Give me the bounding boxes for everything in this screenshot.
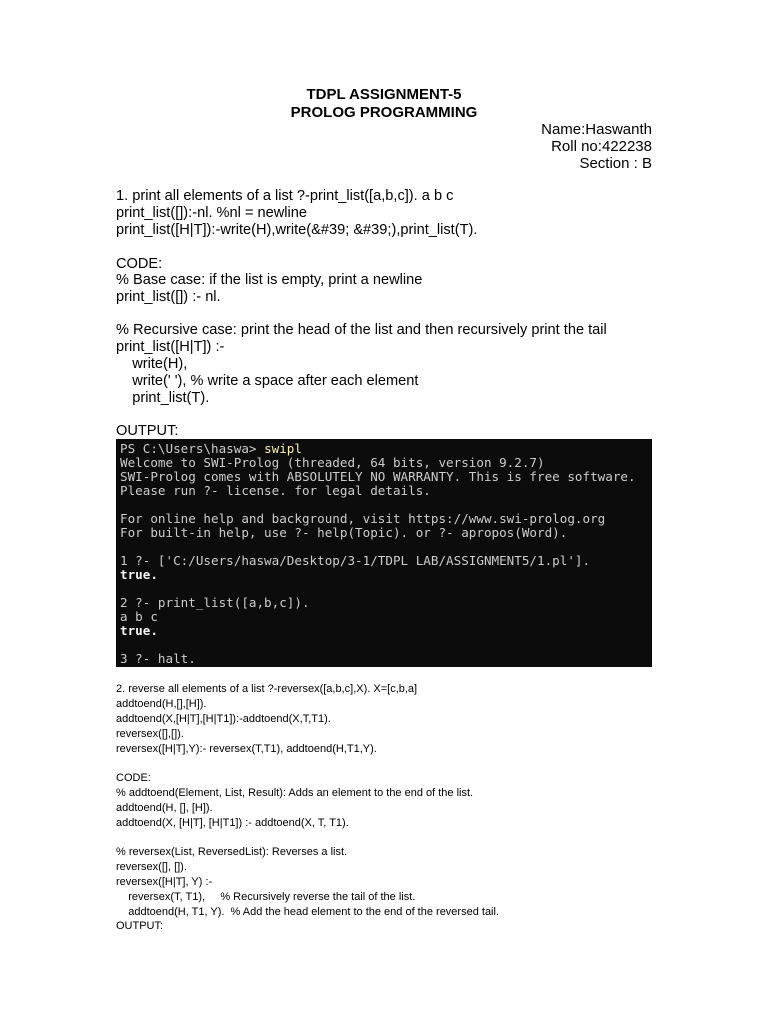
q2-code-line: addtoend(H, [], [H]).: [116, 802, 213, 814]
q1-line: print_list([H|T]):-write(H),write(&#39; &#39;),print_list(T).: [116, 222, 478, 238]
terminal-line: 3 ?- halt.: [120, 651, 196, 666]
terminal-line: 2 ?- print_list([a,b,c]).: [120, 595, 310, 610]
q2-line: reversex([H|T],Y):- reversex(T,T1), addtoend(H,T1,Y).: [116, 743, 377, 755]
terminal-line: Welcome to SWI-Prolog (threaded, 64 bits, version 9.2.7): [120, 455, 545, 470]
q2-line: addtoend(X,[H|T],[H|T1]):-addtoend(X,T,T1).: [116, 713, 331, 725]
q2-question: 2. reverse all elements of a list ?-reversex([a,b,c],X). X=[c,b,a]: [116, 683, 418, 695]
terminal-line: For built-in help, use ?- help(Topic). or ?- apropos(Word).: [120, 525, 568, 540]
terminal-line: For online help and background, visit https://www.swi-prolog.org: [120, 511, 606, 526]
terminal-line: a b c: [120, 609, 158, 624]
q1-code-label: CODE:: [116, 256, 163, 272]
q1-code-line: print_list(T).: [116, 390, 210, 406]
q1-output-label: OUTPUT:: [116, 423, 179, 439]
q1-code-line: print_list([H|T]) :-: [116, 339, 225, 355]
terminal-line: Please run ?- license. for legal details.: [120, 483, 431, 498]
q2-code-line: addtoend(X, [H|T], [H|T1]) :- addtoend(X, T, T1).: [116, 817, 349, 829]
q1-code-line: print_list([]) :- nl.: [116, 289, 221, 305]
terminal-prompt-command: swipl: [264, 441, 302, 456]
terminal-line: SWI-Prolog comes with ABSOLUTELY NO WARRANTY. This is free software.: [120, 469, 636, 484]
roll-number: Roll no:422238: [551, 138, 652, 155]
terminal-screenshot: [116, 439, 652, 667]
student-name: Name:Haswanth: [541, 121, 652, 138]
q2-code-line: addtoend(H, T1, Y). % Add the head element to the end of the reversed tail.: [116, 906, 500, 918]
q2-code-line: reversex([], []).: [116, 861, 187, 873]
section-label: Section : B: [579, 155, 652, 172]
q1-line: print_list([]):-nl. %nl = newline: [116, 205, 308, 221]
q1-code-line: write(H),: [116, 356, 188, 372]
document-subtitle: PROLOG PROGRAMMING: [290, 104, 478, 121]
q2-output-label: OUTPUT:: [116, 920, 164, 932]
q1-question: 1. print all elements of a list ?-print_list([a,b,c]). a b c: [116, 188, 454, 204]
document-title: TDPL ASSIGNMENT-5: [306, 86, 462, 103]
q2-code-label: CODE:: [116, 772, 151, 784]
terminal-prompt-line: [120, 442, 302, 456]
terminal-prompt-prefix: PS C:\Users\haswa>: [120, 441, 265, 456]
q2-line: addtoend(H,[],[H]).: [116, 698, 207, 710]
q2-code-line: % addtoend(Element, List, Result): Adds an element to the end of the list.: [116, 787, 474, 799]
terminal-line: true.: [120, 623, 158, 638]
q2-code-line: % reversex(List, ReversedList): Reverses a list.: [116, 846, 348, 858]
q2-code-line: reversex(T, T1), % Recursively reverse the tail of the list.: [116, 891, 416, 903]
terminal-line: true.: [120, 567, 158, 582]
q2-line: reversex([],[]).: [116, 728, 184, 740]
terminal-line: 1 ?- ['C:/Users/haswa/Desktop/3-1/TDPL LAB/ASSIGNMENT5/1.pl'].: [120, 553, 591, 568]
q1-code-line: write(' '), % write a space after each element: [116, 373, 419, 389]
q1-code-line: % Base case: if the list is empty, print a newline: [116, 272, 423, 288]
q1-code-line: % Recursive case: print the head of the list and then recursively print the tail: [116, 322, 607, 338]
q2-code-line: reversex([H|T], Y) :-: [116, 876, 213, 888]
